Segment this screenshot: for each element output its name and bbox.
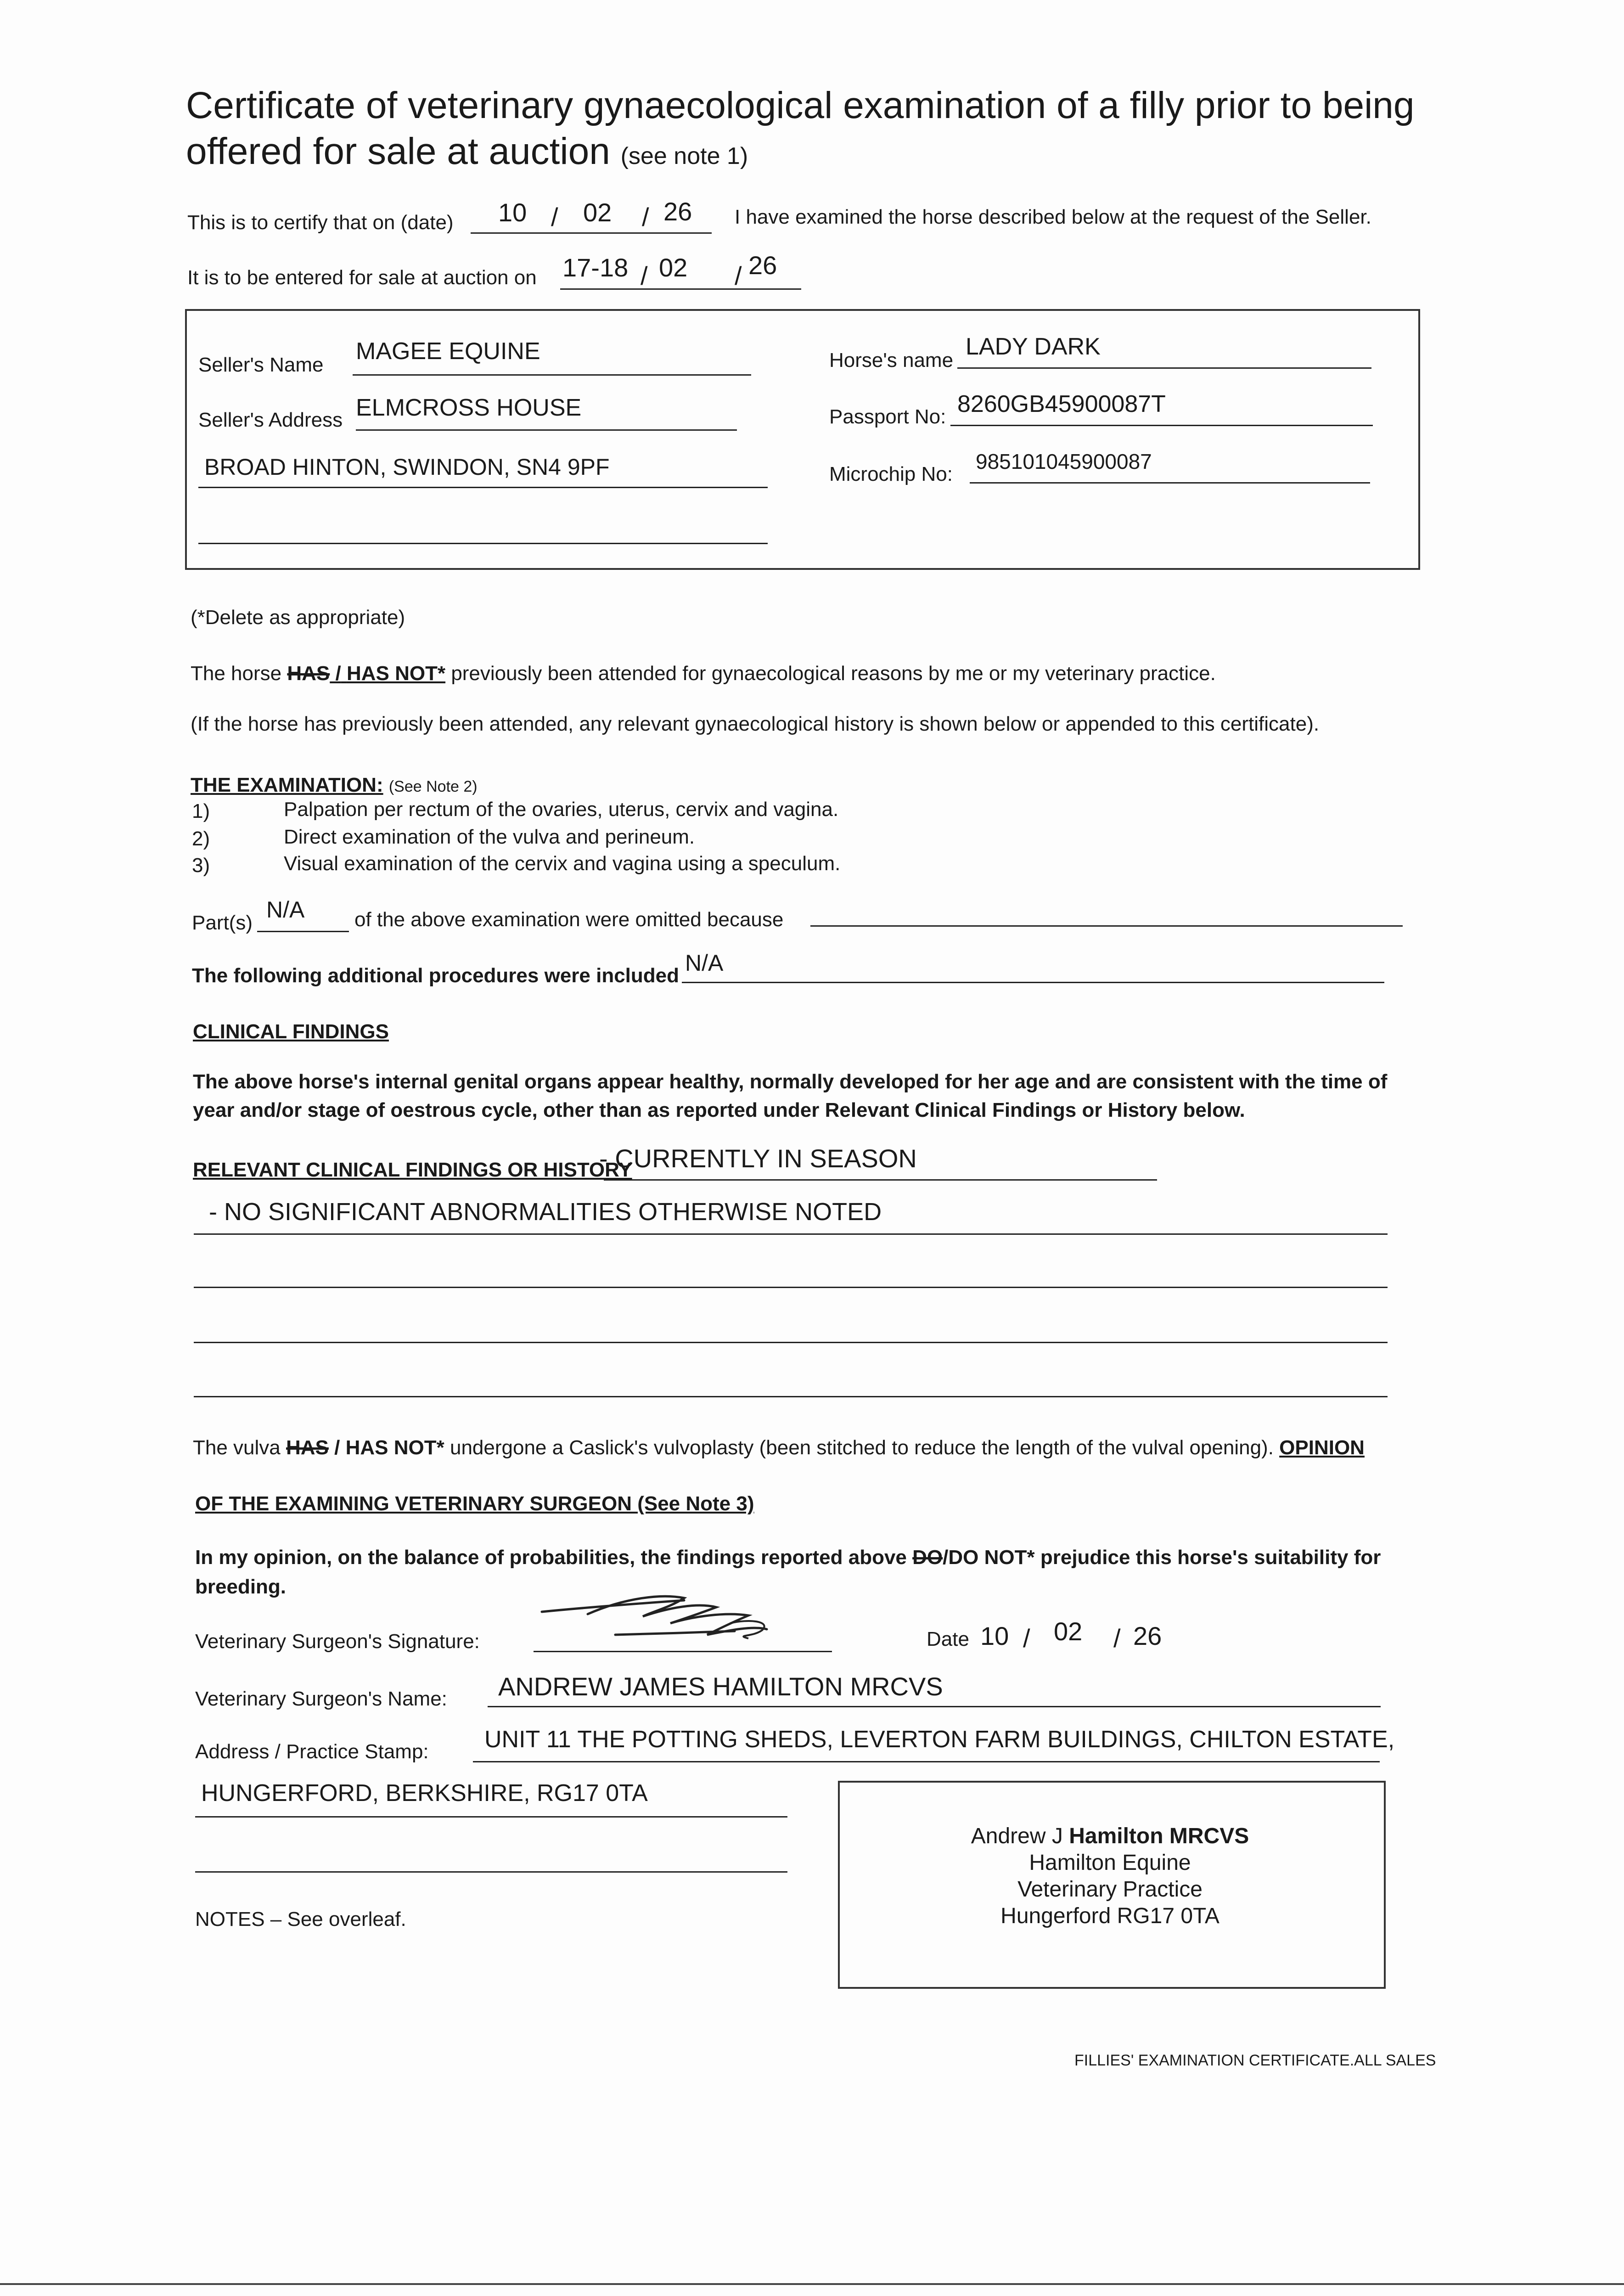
finding-1: - CURRENTLY IN SEASON bbox=[599, 1144, 917, 1173]
seller-address-line1 bbox=[356, 429, 737, 431]
auction-date-line bbox=[560, 288, 801, 290]
microchip-number: 985101045900087 bbox=[976, 450, 1152, 473]
certify-year: 26 bbox=[663, 197, 692, 226]
exam-item-text: Visual examination of the cervix and vagina using a speculum. bbox=[284, 852, 841, 875]
attended-sep: / bbox=[335, 662, 341, 685]
additional-value: N/A bbox=[685, 950, 724, 976]
stamp-name-last: Hamilton MRCVS bbox=[1069, 1824, 1249, 1848]
exam-item-text: Direct examination of the vulva and perineum. bbox=[284, 826, 695, 848]
auction-month: 02 bbox=[659, 253, 688, 282]
auction-sep1: / bbox=[641, 261, 648, 290]
vulva-sep: / bbox=[334, 1436, 340, 1459]
surgeon-name-label: Veterinary Surgeon's Name: bbox=[195, 1688, 447, 1710]
notes-text: NOTES – See overleaf. bbox=[195, 1908, 406, 1930]
vulva-prefix: The vulva bbox=[193, 1436, 281, 1459]
signature-day: 10 bbox=[980, 1621, 1009, 1650]
opinion-prefix: In my opinion, on the balance of probabilities, the findings reported above bbox=[195, 1546, 907, 1569]
vulva-line bbox=[193, 1436, 1365, 1459]
signature-year: 26 bbox=[1133, 1621, 1162, 1650]
horse-name: LADY DARK bbox=[966, 333, 1101, 360]
attended-line bbox=[191, 662, 1216, 685]
surgeon-address-line2 bbox=[195, 1816, 787, 1818]
date-label: Date bbox=[927, 1628, 969, 1650]
opinion-do-struck: DO bbox=[912, 1546, 943, 1569]
examination-heading-text: THE EXAMINATION: bbox=[191, 774, 383, 796]
certify-day: 10 bbox=[498, 198, 527, 227]
attended-has-not: HAS NOT* bbox=[346, 662, 446, 685]
omitted-parts-line bbox=[257, 931, 349, 932]
auction-prefix: It is to be entered for sale at auction on bbox=[187, 266, 537, 289]
passport-label: Passport No: bbox=[829, 405, 946, 428]
auction-year: 26 bbox=[748, 251, 777, 280]
opinion-statement bbox=[195, 1543, 1426, 1602]
omitted-prefix: Part(s) bbox=[192, 912, 253, 934]
certify-month: 02 bbox=[583, 198, 612, 227]
signature-sep1: / bbox=[1023, 1624, 1030, 1653]
surgeon-address1: UNIT 11 THE POTTING SHEDS, LEVERTON FARM BUILDINGS, CHILTON ESTATE, bbox=[484, 1726, 1395, 1753]
vulva-suffix: undergone a Caslick's vulvoplasty (been stitched to reduce the length of the vulval opening). bbox=[450, 1436, 1274, 1459]
exam-item-num: 3) bbox=[192, 854, 210, 877]
stamp-name-first: Andrew J bbox=[971, 1824, 1063, 1848]
attended-has-struck: HAS bbox=[287, 662, 330, 685]
seller-address2: BROAD HINTON, SWINDON, SN4 9PF bbox=[204, 454, 610, 480]
relevant-findings-line5 bbox=[194, 1396, 1388, 1397]
stamp-line-3: Veterinary Practice bbox=[1017, 1877, 1203, 1902]
finding-2: - NO SIGNIFICANT ABNORMALITIES OTHERWISE NOTED bbox=[209, 1198, 882, 1226]
opinion-sep: / bbox=[943, 1546, 949, 1569]
seller-name: MAGEE EQUINE bbox=[356, 338, 540, 365]
seller-address-label: Seller's Address bbox=[198, 409, 343, 431]
clinical-heading: CLINICAL FINDINGS bbox=[193, 1020, 389, 1043]
stamp-line-2: Hamilton Equine bbox=[1029, 1851, 1191, 1875]
microchip-line bbox=[970, 482, 1370, 484]
seller-address-line3 bbox=[198, 543, 768, 544]
omitted-reason-line bbox=[810, 925, 1403, 927]
opinion-heading-part2: OF THE EXAMINING VETERINARY SURGEON (See Note 3) bbox=[195, 1492, 754, 1515]
auction-day: 17-18 bbox=[562, 253, 629, 282]
relevant-findings-line3 bbox=[194, 1287, 1388, 1288]
additional-line bbox=[682, 982, 1384, 983]
seller-name-line bbox=[353, 374, 751, 376]
practice-stamp bbox=[838, 1823, 1382, 1930]
clinical-statement: The above horse's internal genital organs appear healthy, normally developed for her age and are consistent with the time of year and/or stage of oestrous cycle, other than as reported under Relevant Clinical Findings or History below. bbox=[193, 1070, 1388, 1121]
relevant-findings-line4 bbox=[194, 1342, 1388, 1343]
vulva-has-not: HAS NOT* bbox=[345, 1436, 444, 1459]
exam-item-num: 1) bbox=[192, 800, 210, 822]
certify-prefix: This is to certify that on (date) bbox=[187, 211, 454, 234]
surgeon-name-line bbox=[488, 1706, 1381, 1707]
omitted-value: N/A bbox=[266, 897, 305, 923]
signature-month: 02 bbox=[1054, 1617, 1083, 1646]
delete-note: (*Delete as appropriate) bbox=[191, 606, 405, 629]
stamp-line-4: Hungerford RG17 0TA bbox=[1000, 1904, 1219, 1928]
surgeon-address2: HUNGERFORD, BERKSHIRE, RG17 0TA bbox=[201, 1780, 648, 1806]
exam-item-text: Palpation per rectum of the ovaries, uterus, cervix and vagina. bbox=[284, 798, 839, 821]
relevant-findings-line1 bbox=[604, 1179, 1157, 1181]
certify-sep2: / bbox=[642, 203, 649, 231]
relevant-findings-label: RELEVANT CLINICAL FINDINGS OR HISTORY bbox=[193, 1159, 632, 1181]
examination-heading bbox=[191, 774, 478, 797]
footer-text: FILLIES' EXAMINATION CERTIFICATE.ALL SALES bbox=[1074, 2052, 1436, 2069]
certify-sep1: / bbox=[551, 203, 558, 231]
horse-name-label: Horse's name bbox=[829, 349, 954, 371]
microchip-label: Microchip No: bbox=[829, 463, 953, 485]
surgeon-address-line1 bbox=[473, 1761, 1380, 1762]
attended-prefix: The horse bbox=[191, 662, 282, 685]
seller-address-line2 bbox=[198, 487, 768, 488]
additional-label: The following additional procedures were included bbox=[192, 964, 680, 987]
surgeon-address-label: Address / Practice Stamp: bbox=[195, 1740, 429, 1763]
scan-edge-line bbox=[0, 2283, 1624, 2285]
horse-name-line bbox=[957, 367, 1371, 369]
passport-line bbox=[950, 425, 1373, 426]
signature-line bbox=[534, 1651, 832, 1652]
signature-label: Veterinary Surgeon's Signature: bbox=[195, 1630, 480, 1653]
attended-suffix: previously been attended for gynaecological reasons by me or my veterinary practice. bbox=[451, 662, 1216, 685]
exam-item-num: 2) bbox=[192, 827, 210, 850]
omitted-suffix: of the above examination were omitted because bbox=[354, 908, 784, 931]
certify-suffix: I have examined the horse described below at the request of the Seller. bbox=[735, 206, 1371, 228]
signature-sep2: / bbox=[1113, 1624, 1121, 1653]
title-text: Certificate of veterinary gynaecological examination of a filly prior to being offered for sale at auction bbox=[186, 84, 1415, 173]
surgeon-name: ANDREW JAMES HAMILTON MRCVS bbox=[498, 1672, 943, 1701]
surgeon-address-line3 bbox=[195, 1871, 787, 1873]
examination-heading-note: (See Note 2) bbox=[388, 778, 478, 795]
relevant-findings-line2 bbox=[194, 1233, 1388, 1235]
seller-name-label: Seller's Name bbox=[198, 354, 324, 376]
opinion-suffix: prejudice this horse's suitability for breeding. bbox=[195, 1546, 1381, 1598]
handwritten-signature bbox=[533, 1580, 790, 1649]
title-note: (see note 1) bbox=[620, 143, 748, 170]
opinion-do-not: DO NOT* bbox=[948, 1546, 1035, 1569]
seller-address1: ELMCROSS HOUSE bbox=[356, 394, 582, 421]
stamp-line-1 bbox=[838, 1823, 1382, 1850]
passport-number: 8260GB45900087T bbox=[957, 391, 1166, 417]
page-title bbox=[186, 83, 1472, 174]
history-note: (If the horse has previously been attended, any relevant gynaecological history is shown below or appended to this certificate). bbox=[191, 713, 1320, 735]
certify-date-line bbox=[471, 232, 712, 234]
vulva-has-struck: HAS bbox=[286, 1436, 329, 1459]
opinion-heading-part1: OPINION bbox=[1279, 1436, 1365, 1459]
auction-sep2: / bbox=[735, 261, 742, 290]
